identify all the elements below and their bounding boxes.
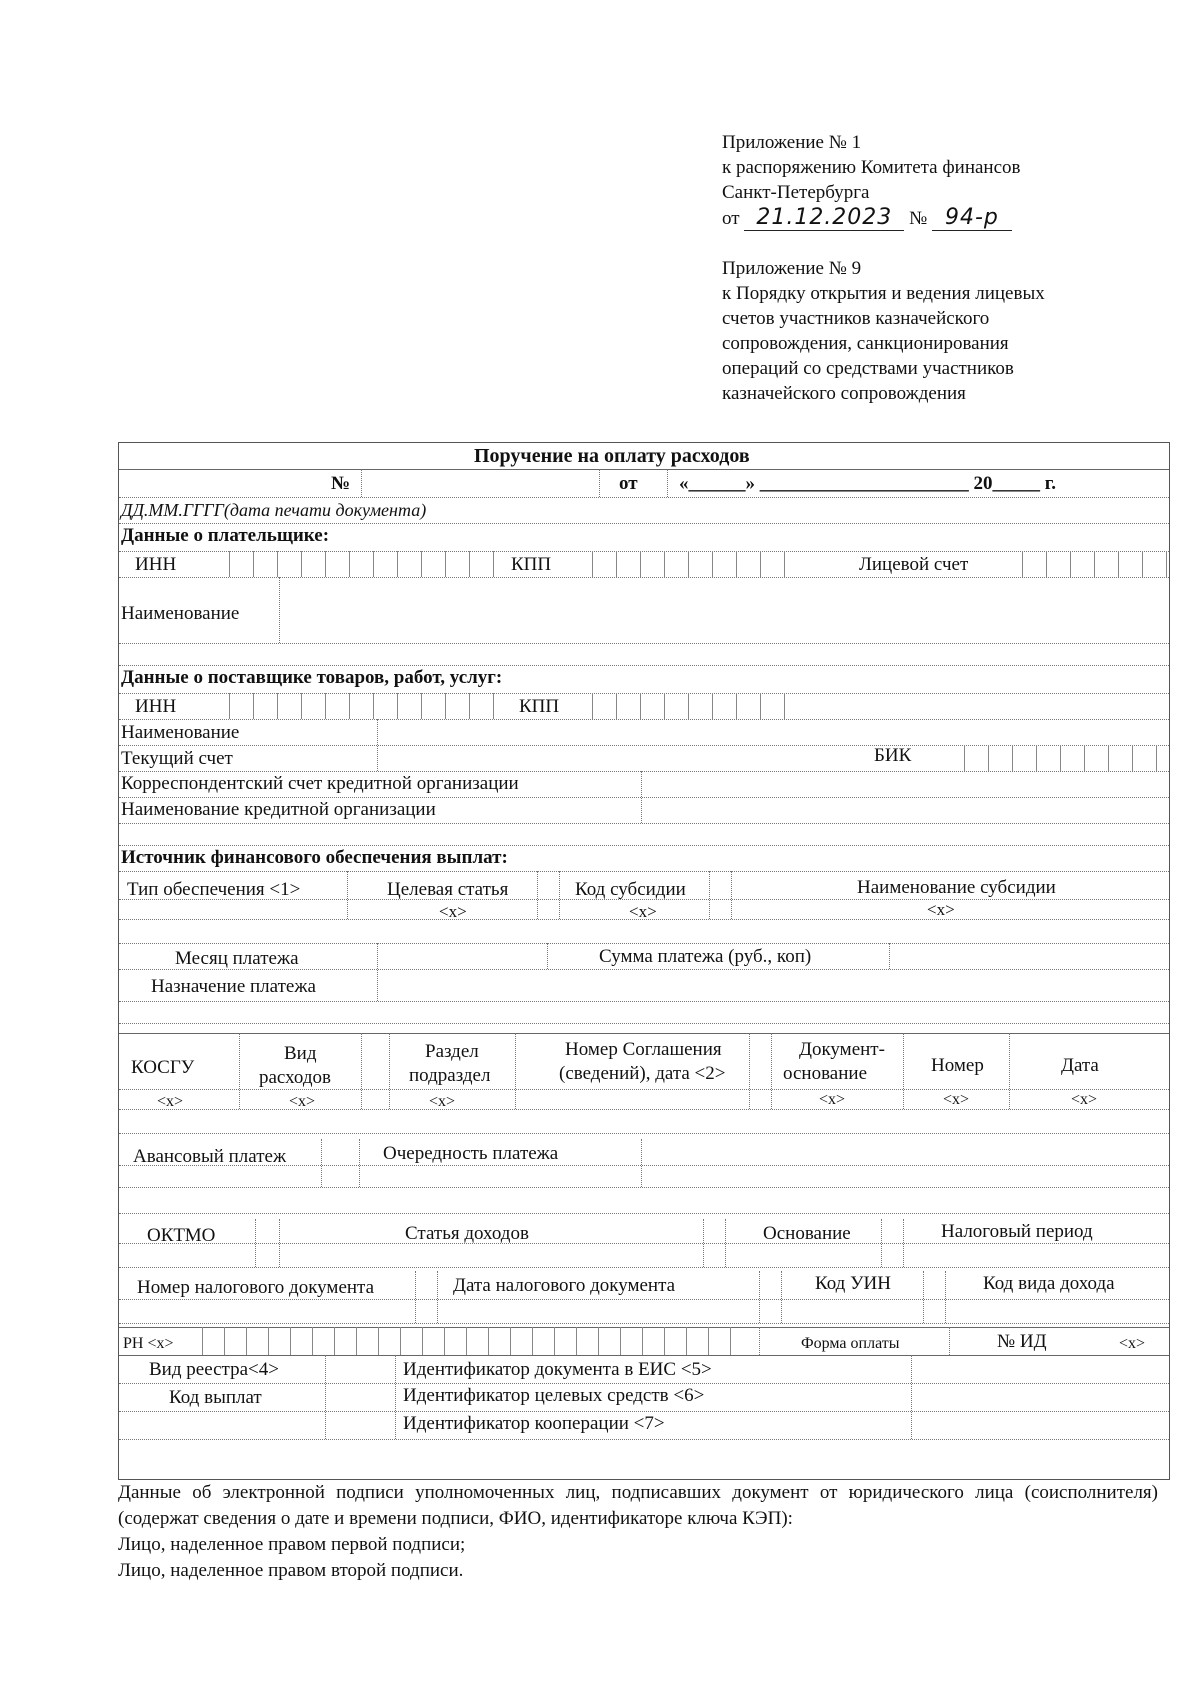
kosgu-x: <x> [157,1093,184,1110]
raskhodov-label: расходов [259,1067,331,1088]
rn-cells[interactable] [181,1327,741,1355]
handwritten-date: 21.12.2023 [744,205,904,231]
header-line: Приложение № 9 [722,258,862,279]
num-label: № [331,473,351,494]
nomer-x: <x> [943,1091,970,1108]
supplier-inn-label: ИНН [135,696,177,717]
basis-label: Основание [763,1223,851,1244]
form-title: Поручение на оплату расходов [474,445,750,467]
bik-cells[interactable] [941,745,1159,771]
header-line: к Порядку открытия и ведения лицевых [722,283,1045,304]
account-cells[interactable] [999,551,1169,577]
order-label: Очередность платежа [383,1143,559,1164]
razdel-x: <x> [429,1093,456,1110]
kpp-cells[interactable] [569,551,787,577]
coop-id-label: Идентификатор кооперации <7> [403,1413,665,1434]
tax-period-label: Налоговый период [941,1221,1093,1242]
ot-label: от [722,208,740,229]
vid-label: Вид [284,1043,317,1064]
income-type-label: Код вида дохода [983,1273,1115,1294]
handwritten-number: 94-р [932,205,1012,231]
supplier-inn-cells[interactable] [206,693,496,719]
payer-name-label: Наименование [121,603,240,624]
razdel-label: Раздел [425,1041,479,1062]
month-label: Месяц платежа [175,948,299,969]
agreement-label-1: Номер Соглашения [565,1039,722,1060]
first-signature: Лицо, наделенное правом первой подписи; [118,1534,466,1555]
header-block [722,130,1045,406]
supplier-heading: Данные о поставщике товаров, работ, услуг: [121,667,503,688]
tax-doc-date-label: Дата налогового документа [453,1275,676,1296]
nomer-label: Номер [931,1055,984,1076]
target-funds-id-label: Идентификатор целевых средств <6> [403,1385,705,1406]
supplier-name-label: Наименование [121,722,240,743]
uin-label: Код УИН [815,1273,891,1294]
bik-label: БИК [874,745,912,766]
income-item-label: Статья доходов [405,1223,529,1244]
tax-doc-num-label: Номер налогового документа [137,1277,375,1298]
header-line: Санкт-Петербурга [722,182,870,203]
kosgu-label: КОСГУ [131,1057,195,1078]
eis-id-label: Идентификатор документа в ЕИС <5> [403,1359,712,1380]
kpp-label: КПП [511,554,552,575]
subsidy-code-label: Код субсидии [575,879,686,900]
supplier-kpp-label: КПП [519,696,560,717]
amount-label: Сумма платежа (руб., коп) [599,946,812,967]
header-line: счетов участников казначейского [722,308,990,329]
date-field[interactable]: «______» ______________________ 20_____ г. [679,473,1056,494]
id-num-x: <x> [1119,1335,1146,1352]
num-label: № [909,208,928,229]
subsidy-name-x: <x> [927,900,955,919]
doc-basis-label-1: Документ- [799,1039,885,1060]
account-label: Лицевой счет [859,554,969,575]
header-line: к распоряжению Комитета финансов [722,157,1021,178]
agreement-label-2: (сведений), дата <2> [559,1063,726,1084]
subsidy-name-label: Наименование субсидии [857,877,1056,898]
bank-name-label: Наименование кредитной организации [121,799,436,820]
order-date-line [722,205,1045,231]
source-heading: Источник финансового обеспечения выплат: [121,847,508,868]
source-type-label: Тип обеспечения <1> [127,879,301,900]
id-num-label: № ИД [997,1331,1047,1352]
ot-label: от [619,473,638,494]
header-line: казначейского сопровождения [722,383,966,404]
inn-label: ИНН [135,554,177,575]
data-x: <x> [1071,1091,1098,1108]
subsidy-code-x: <x> [629,902,657,921]
pay-form-label: Форма оплаты [801,1335,900,1352]
second-signature: Лицо, наделенное правом второй подписи. [118,1560,464,1581]
payer-heading: Данные о плательщике: [121,525,330,546]
target-item-x: <x> [439,902,467,921]
supplier-kpp-cells[interactable] [569,693,787,719]
header-line: сопровождения, санкционирования [722,333,1009,354]
header-line: Приложение № 1 [722,132,862,153]
data-label: Дата [1061,1055,1099,1076]
podrazdel-label: подраздел [409,1065,491,1086]
advance-label: Авансовый платеж [133,1146,287,1167]
current-account-label: Текущий счет [121,748,233,769]
purpose-label: Назначение платежа [151,976,316,997]
inn-cells[interactable] [206,551,496,577]
payment-order-form [118,442,1170,1480]
rn-label: РН <x> [123,1335,174,1352]
signature-info: Данные об электронной подписи уполномоченных лиц, подписавших документ от юридического лица (соисполнителя) (содержат сведения о дате и времени подписи, ФИО, идентификаторе ключа КЭП): [118,1482,1158,1529]
doc-basis-label-2: основание [783,1063,867,1084]
corr-account-label: Корреспондентский счет кредитной организации [121,773,519,794]
registry-type-label: Вид реестра<4> [149,1359,279,1380]
target-item-label: Целевая статья [387,879,509,900]
payment-code-label: Код выплат [169,1387,262,1408]
vid-x: <x> [289,1093,316,1110]
header-line: операций со средствами участников [722,358,1014,379]
oktmo-label: ОКТМО [147,1225,216,1246]
doc-x: <x> [819,1091,846,1108]
print-date: ДД.ММ.ГГГГ(дата печати документа) [121,500,427,520]
